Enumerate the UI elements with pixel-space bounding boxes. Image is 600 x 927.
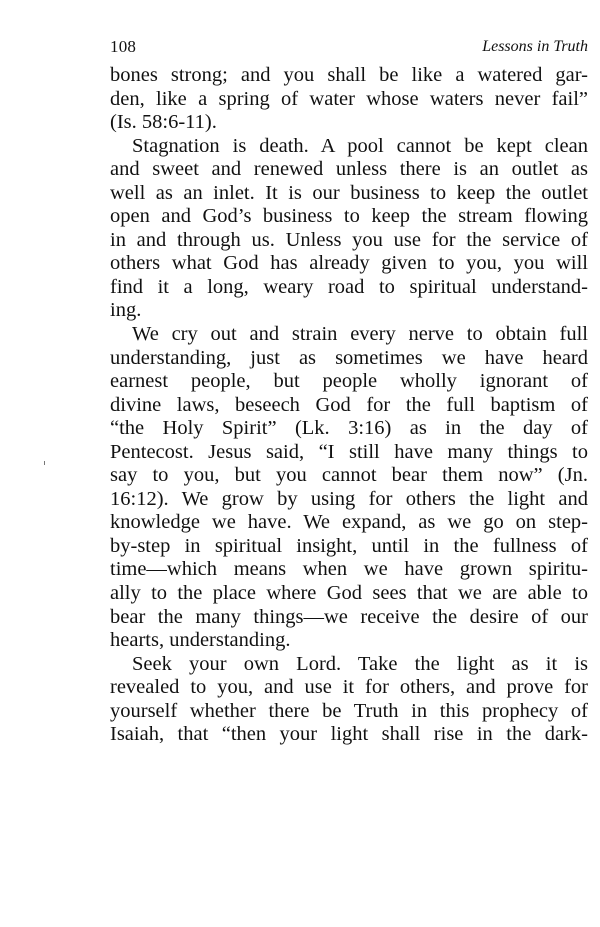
text-line: hearts, understanding. — [110, 629, 291, 652]
text-line: bear the many things—we receive the desire of our — [110, 605, 588, 628]
text-line: ing. — [110, 299, 142, 322]
text-line: say to you, but you cannot bear them now” (Jn. — [110, 464, 588, 487]
text-line: Pentecost. Jesus said, “I still have many things to — [110, 440, 588, 463]
text-line: (Is. 58:6-11). — [110, 111, 217, 134]
text-line: time—which means when we have grown spiritu- — [110, 558, 588, 581]
text-line: 16:12). We grow by using for others the light and — [110, 487, 588, 510]
text-line: and sweet and renewed unless there is an outlet as — [110, 158, 588, 181]
text-line: understanding, just as sometimes we have heard — [110, 346, 588, 369]
text-line: Isaiah, that “then your light shall rise in the dark- — [110, 723, 588, 746]
text-line: ally to the place where God sees that we are able to — [110, 582, 588, 605]
body-text — [110, 64, 588, 747]
text-line: by-step in spiritual insight, until in the fullness of — [110, 534, 588, 557]
text-line: yourself whether there be Truth in this prophecy of — [110, 699, 588, 722]
text-line: well as an inlet. It is our business to keep the outlet — [110, 181, 588, 204]
text-line: find it a long, weary road to spiritual understand- — [110, 275, 588, 298]
text-line: knowledge we have. We expand, as we go on step- — [110, 511, 588, 534]
text-line: open and God’s business to keep the stream flowing — [110, 205, 588, 228]
text-line: den, like a spring of water whose waters never fail” — [110, 87, 588, 110]
text-line: revealed to you, and use it for others, and prove for — [110, 676, 588, 699]
text-line: We cry out and strain every nerve to obtain full — [132, 323, 588, 346]
scan-mark — [44, 461, 45, 465]
text-line: in and through us. Unless you use for the service of — [110, 228, 588, 251]
text-line: others what God has already given to you, you will — [110, 252, 588, 275]
text-line: “the Holy Spirit” (Lk. 3:16) as in the day of — [110, 417, 588, 440]
text-line: earnest people, but people wholly ignorant of — [110, 370, 588, 393]
text-line: Stagnation is death. A pool cannot be kept clean — [132, 134, 588, 157]
text-line: bones strong; and you shall be like a watered gar- — [110, 64, 588, 86]
page-header — [110, 36, 588, 58]
text-line: divine laws, beseech God for the full baptism of — [110, 393, 588, 416]
page-number: 108 — [110, 37, 137, 56]
text-line: Seek your own Lord. Take the light as it is — [132, 652, 588, 675]
running-title: Lessons in Truth — [482, 38, 588, 55]
